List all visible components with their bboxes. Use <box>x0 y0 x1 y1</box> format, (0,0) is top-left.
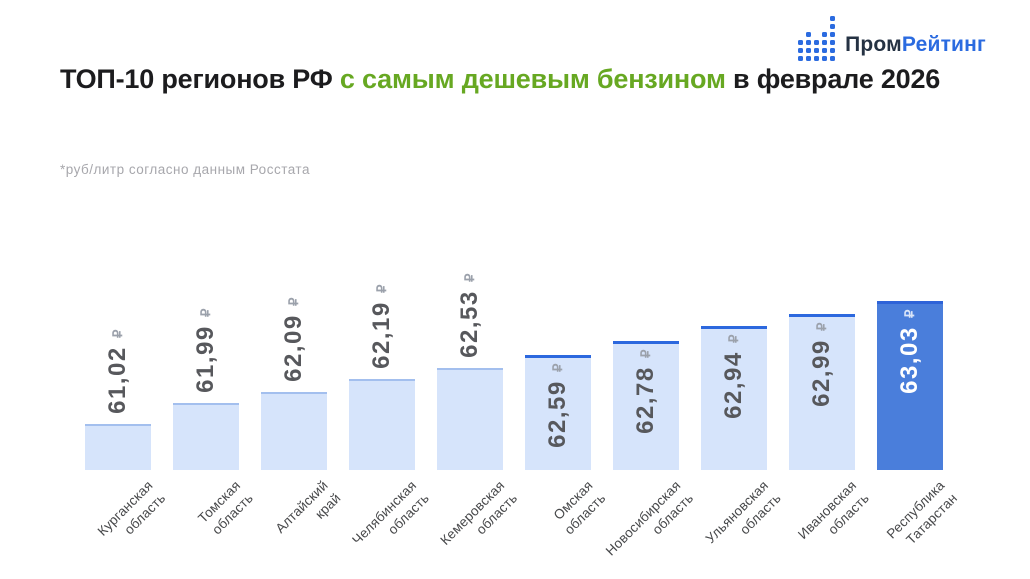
bar-column <box>690 250 784 547</box>
title-prefix: ТОП-10 регионов РФ <box>60 64 340 94</box>
bar-value-label <box>458 274 482 358</box>
bar-value-wrap <box>250 298 338 382</box>
bar-value: 62,53 <box>456 290 483 358</box>
bar-value-wrap <box>74 330 162 414</box>
bar-value-label <box>898 310 922 394</box>
ruble-sign: ₽ <box>814 323 829 332</box>
ruble-sign: ₽ <box>198 309 213 318</box>
dot <box>830 48 835 53</box>
bar-value-wrap <box>162 309 250 393</box>
x-axis-label: Курганская область <box>94 477 168 539</box>
ruble-sign: ₽ <box>110 330 125 339</box>
bar <box>349 379 415 470</box>
bar-value-label <box>810 323 834 407</box>
ruble-sign: ₽ <box>638 350 653 359</box>
dot-column <box>798 40 803 61</box>
page-title <box>60 64 940 95</box>
dot-column <box>814 40 819 61</box>
dot <box>822 40 827 45</box>
bar-value: 62,19 <box>368 301 395 369</box>
ruble-sign: ₽ <box>374 285 389 294</box>
ruble-sign: ₽ <box>726 335 741 344</box>
title-highlight: с самым дешевым бензином <box>339 64 726 94</box>
dot <box>814 48 819 53</box>
bar <box>173 403 239 470</box>
bar-value-label <box>370 285 394 369</box>
bar-value: 62,59 <box>544 380 571 448</box>
bar-value-label <box>106 330 130 414</box>
bar-column <box>866 250 960 548</box>
dot-column <box>822 32 827 61</box>
bar-value-label <box>722 335 746 419</box>
bar-value-label <box>634 350 658 434</box>
bar-value: 62,09 <box>280 314 307 382</box>
bar-column <box>778 250 872 543</box>
dot <box>798 40 803 45</box>
bar-value-wrap <box>866 310 954 394</box>
x-axis-label: Ульяновская область <box>702 477 784 547</box>
dot-bar-chart-icon <box>798 16 835 61</box>
dot <box>822 56 827 61</box>
logo-text <box>845 34 986 61</box>
bar <box>261 392 327 470</box>
bar-column <box>426 250 520 548</box>
bar-value-wrap <box>602 350 690 434</box>
bar-column <box>514 250 608 538</box>
bar-column <box>74 250 168 539</box>
x-axis-label: Кемеровская область <box>437 477 520 548</box>
bar-value: 62,99 <box>808 339 835 407</box>
x-axis-label: Алтайский край <box>272 477 344 537</box>
bar-value-wrap <box>514 364 602 448</box>
chart-source-note: *руб/литр согласно данным Росстата <box>60 162 310 177</box>
x-axis-label: Республика Татарстан <box>883 477 960 548</box>
bar-column <box>162 250 256 538</box>
x-axis-label: Ивановская область <box>794 477 872 543</box>
bar-value-wrap <box>338 285 426 369</box>
dot <box>806 56 811 61</box>
dot <box>830 16 835 21</box>
dot <box>806 40 811 45</box>
dot <box>830 56 835 61</box>
ruble-sign: ₽ <box>286 298 301 307</box>
bar <box>85 424 151 470</box>
ruble-sign: ₽ <box>462 274 477 283</box>
ruble-sign: ₽ <box>902 310 917 319</box>
bar-column <box>250 250 344 537</box>
dot-column <box>806 32 811 61</box>
bar-value-label <box>546 364 570 448</box>
bar-value: 62,94 <box>720 351 747 419</box>
title-suffix: в феврале 2026 <box>725 64 941 94</box>
bar-value-label <box>282 298 306 382</box>
dot <box>830 24 835 29</box>
bar-value: 63,03 <box>896 326 923 394</box>
bar-value-wrap <box>690 335 778 419</box>
dot <box>822 48 827 53</box>
bar-value-wrap <box>778 323 866 407</box>
dot <box>798 48 803 53</box>
bar <box>437 368 503 470</box>
logo-text-primary: Пром <box>845 33 902 56</box>
bar-column <box>338 250 432 548</box>
bar-chart <box>74 250 960 559</box>
x-axis-label: Омская область <box>550 477 608 538</box>
bar-value: 62,78 <box>632 366 659 434</box>
ruble-sign: ₽ <box>550 364 565 373</box>
bar-value-label <box>194 309 218 393</box>
x-axis-label: Новосибирская область <box>602 477 696 559</box>
dot <box>806 32 811 37</box>
logo <box>798 16 986 61</box>
dot <box>798 56 803 61</box>
dot <box>814 40 819 45</box>
x-axis-label: Томская область <box>195 477 256 538</box>
dot-column <box>830 16 835 61</box>
bar-value: 61,99 <box>192 325 219 393</box>
dot <box>830 32 835 37</box>
bar-value: 61,02 <box>104 346 131 414</box>
x-axis-label: Челябинская область <box>349 477 432 548</box>
logo-text-secondary: Рейтинг <box>901 33 986 56</box>
dot <box>806 48 811 53</box>
dot <box>822 32 827 37</box>
dot <box>814 56 819 61</box>
bar-value-wrap <box>426 274 514 358</box>
dot <box>830 40 835 45</box>
bar-column <box>602 250 696 559</box>
